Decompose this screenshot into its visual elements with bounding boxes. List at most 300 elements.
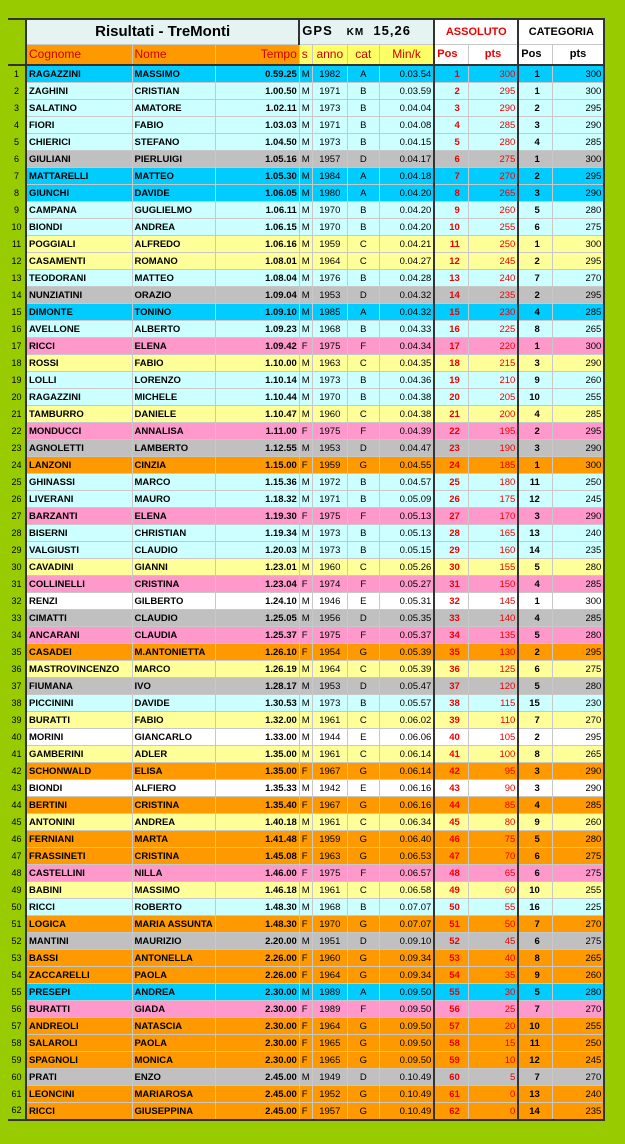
cell-time: 1.48.30 [215, 916, 299, 933]
cell-surname: TAMBURRO [26, 406, 132, 423]
cell-sex: M [299, 1069, 312, 1086]
table-row [8, 1103, 604, 1121]
cell-sex: M [299, 236, 312, 253]
cell-pace: 0.06.06 [379, 729, 434, 746]
cell-sex: F [299, 848, 312, 865]
cell-cat-pts: 300 [552, 338, 604, 355]
table-row [8, 321, 604, 338]
row-number: 40 [8, 729, 26, 746]
table-row [8, 525, 604, 542]
cell-year: 1953 [312, 440, 347, 457]
cell-pace: 0.06.14 [379, 746, 434, 763]
cell-abs-pts: 80 [468, 814, 518, 831]
cell-cat-pts: 295 [552, 644, 604, 661]
cell-sex: F [299, 508, 312, 525]
cell-abs-pts: 10 [468, 1052, 518, 1069]
cell-abs-pos: 60 [434, 1069, 468, 1086]
cell-time: 1.05.30 [215, 168, 299, 185]
cell-sex: M [299, 610, 312, 627]
cell-abs-pts: 60 [468, 882, 518, 899]
cell-surname: LIVERANI [26, 491, 132, 508]
cell-cat-pts: 285 [552, 797, 604, 814]
cell-year: 1961 [312, 882, 347, 899]
cell-cat-pts: 270 [552, 916, 604, 933]
cell-surname: CASADEI [26, 644, 132, 661]
cell-cat-pts: 280 [552, 627, 604, 644]
cell-cat-pts: 260 [552, 967, 604, 984]
row-number: 21 [8, 406, 26, 423]
table-row [8, 797, 604, 814]
cell-time: 1.15.00 [215, 457, 299, 474]
cell-pace: 0.05.57 [379, 695, 434, 712]
cell-time: 1.09.04 [215, 287, 299, 304]
cell-abs-pts: 40 [468, 950, 518, 967]
cell-category: E [347, 780, 379, 797]
cell-sex: M [299, 593, 312, 610]
cell-cat-pos: 11 [518, 1035, 552, 1052]
cell-cat-pos: 7 [518, 270, 552, 287]
cell-category: D [347, 287, 379, 304]
cell-time: 1.19.34 [215, 525, 299, 542]
cell-abs-pos: 46 [434, 831, 468, 848]
cell-category: B [347, 474, 379, 491]
cell-surname: COLLINELLI [26, 576, 132, 593]
cell-cat-pos: 4 [518, 797, 552, 814]
cell-sex: M [299, 65, 312, 83]
cell-cat-pos: 2 [518, 644, 552, 661]
cell-category: B [347, 899, 379, 916]
cell-abs-pts: 300 [468, 65, 518, 83]
cell-sex: F [299, 967, 312, 984]
cell-abs-pts: 125 [468, 661, 518, 678]
cell-name: GUGLIELMO [132, 202, 215, 219]
cell-surname: PRATI [26, 1069, 132, 1086]
cell-surname: PICCININI [26, 695, 132, 712]
cell-name: MASSIMO [132, 65, 215, 83]
row-number: 11 [8, 236, 26, 253]
table-row [8, 117, 604, 134]
cell-category: F [347, 627, 379, 644]
cell-time: 0.59.25 [215, 65, 299, 83]
cell-surname: BASSI [26, 950, 132, 967]
row-number: 24 [8, 457, 26, 474]
cell-time: 1.06.05 [215, 185, 299, 202]
cell-abs-pts: 280 [468, 134, 518, 151]
cell-abs-pos: 11 [434, 236, 468, 253]
cell-surname: BIONDI [26, 219, 132, 236]
cell-cat-pos: 7 [518, 712, 552, 729]
cell-name: MARIAROSA [132, 1086, 215, 1103]
row-number: 46 [8, 831, 26, 848]
table-row [8, 610, 604, 627]
cell-pace: 0.04.34 [379, 338, 434, 355]
cell-time: 2.26.00 [215, 950, 299, 967]
cell-time: 1.08.04 [215, 270, 299, 287]
cell-surname: RICCI [26, 338, 132, 355]
cell-cat-pos: 8 [518, 321, 552, 338]
cell-cat-pts: 270 [552, 270, 604, 287]
cell-surname: BISERNI [26, 525, 132, 542]
table-row [8, 576, 604, 593]
row-number: 30 [8, 559, 26, 576]
cell-pace: 0.04.36 [379, 372, 434, 389]
cell-name: GIUSEPPINA [132, 1103, 215, 1121]
row-number: 42 [8, 763, 26, 780]
cell-year: 1973 [312, 100, 347, 117]
cell-year: 1967 [312, 763, 347, 780]
cell-category: G [347, 1018, 379, 1035]
cell-surname: RICCI [26, 1103, 132, 1121]
cell-year: 1989 [312, 1001, 347, 1018]
cell-category: B [347, 83, 379, 100]
cell-abs-pos: 44 [434, 797, 468, 814]
cell-cat-pos: 9 [518, 967, 552, 984]
cell-time: 1.35.00 [215, 763, 299, 780]
cell-category: A [347, 304, 379, 321]
cell-abs-pos: 54 [434, 967, 468, 984]
cell-year: 1960 [312, 559, 347, 576]
cell-year: 1952 [312, 1086, 347, 1103]
cell-abs-pos: 41 [434, 746, 468, 763]
cell-year: 1982 [312, 65, 347, 83]
cell-abs-pts: 160 [468, 542, 518, 559]
cell-pace: 0.05.13 [379, 525, 434, 542]
cell-category: C [347, 253, 379, 270]
cell-abs-pos: 8 [434, 185, 468, 202]
row-number: 7 [8, 168, 26, 185]
table-row [8, 304, 604, 321]
row-number: 22 [8, 423, 26, 440]
cell-category: B [347, 389, 379, 406]
cell-category: G [347, 1035, 379, 1052]
cell-sex: F [299, 1052, 312, 1069]
cell-cat-pts: 255 [552, 1018, 604, 1035]
row-number: 1 [8, 65, 26, 83]
cell-abs-pos: 7 [434, 168, 468, 185]
cell-name: CHRISTIAN [132, 525, 215, 542]
cell-cat-pos: 3 [518, 508, 552, 525]
cell-cat-pos: 10 [518, 882, 552, 899]
cell-category: E [347, 593, 379, 610]
cell-surname: BERTINI [26, 797, 132, 814]
cell-category: G [347, 644, 379, 661]
row-number: 4 [8, 117, 26, 134]
row-number: 2 [8, 83, 26, 100]
cell-category: F [347, 423, 379, 440]
table-row [8, 882, 604, 899]
cell-time: 1.26.10 [215, 644, 299, 661]
cell-category: C [347, 355, 379, 372]
cell-name: NATASCIA [132, 1018, 215, 1035]
cell-name: ORAZIO [132, 287, 215, 304]
cell-sex: F [299, 1103, 312, 1121]
cell-abs-pos: 20 [434, 389, 468, 406]
cell-cat-pos: 16 [518, 899, 552, 916]
cell-cat-pts: 290 [552, 780, 604, 797]
table-row [8, 814, 604, 831]
cell-sex: M [299, 406, 312, 423]
cell-surname: NUNZIATINI [26, 287, 132, 304]
row-number: 31 [8, 576, 26, 593]
cell-pace: 0.04.20 [379, 202, 434, 219]
table-row [8, 542, 604, 559]
cell-cat-pos: 14 [518, 1103, 552, 1121]
cell-cat-pos: 5 [518, 678, 552, 695]
cell-name: ANDREA [132, 814, 215, 831]
cell-name: CLAUDIA [132, 627, 215, 644]
row-number: 34 [8, 627, 26, 644]
cell-abs-pos: 49 [434, 882, 468, 899]
cell-abs-pos: 12 [434, 253, 468, 270]
cell-cat-pts: 280 [552, 678, 604, 695]
cell-abs-pts: 240 [468, 270, 518, 287]
cell-pace: 0.04.33 [379, 321, 434, 338]
cell-abs-pos: 62 [434, 1103, 468, 1121]
cell-year: 1965 [312, 1052, 347, 1069]
cell-sex: M [299, 780, 312, 797]
table-row [8, 848, 604, 865]
cell-sex: M [299, 355, 312, 372]
cell-year: 1961 [312, 814, 347, 831]
cell-category: F [347, 576, 379, 593]
cell-surname: FIORI [26, 117, 132, 134]
cell-time: 2.30.00 [215, 1035, 299, 1052]
cell-name: CLAUDIO [132, 542, 215, 559]
cell-pace: 0.04.04 [379, 100, 434, 117]
cell-abs-pos: 5 [434, 134, 468, 151]
table-row [8, 389, 604, 406]
cell-time: 1.45.08 [215, 848, 299, 865]
table-row [8, 695, 604, 712]
cell-pace: 0.04.08 [379, 117, 434, 134]
row-number: 47 [8, 848, 26, 865]
cell-cat-pos: 3 [518, 117, 552, 134]
cell-sex: M [299, 321, 312, 338]
cell-abs-pos: 27 [434, 508, 468, 525]
table-row [8, 1069, 604, 1086]
cell-abs-pts: 220 [468, 338, 518, 355]
cell-cat-pts: 265 [552, 321, 604, 338]
cell-year: 1984 [312, 168, 347, 185]
cell-cat-pos: 2 [518, 729, 552, 746]
table-row [8, 236, 604, 253]
cell-year: 1959 [312, 457, 347, 474]
header-abs-pts: pts [468, 45, 518, 66]
cell-name: CINZIA [132, 457, 215, 474]
cell-cat-pts: 290 [552, 185, 604, 202]
cell-cat-pos: 1 [518, 83, 552, 100]
cell-cat-pos: 1 [518, 593, 552, 610]
cell-pace: 0.04.15 [379, 134, 434, 151]
cell-category: A [347, 65, 379, 83]
cell-year: 1963 [312, 355, 347, 372]
cell-abs-pts: 150 [468, 576, 518, 593]
cell-name: GIADA [132, 1001, 215, 1018]
cell-category: G [347, 950, 379, 967]
table-row [8, 729, 604, 746]
cell-cat-pos: 13 [518, 525, 552, 542]
cell-year: 1975 [312, 865, 347, 882]
cell-pace: 0.06.58 [379, 882, 434, 899]
cell-abs-pos: 21 [434, 406, 468, 423]
cell-year: 1980 [312, 185, 347, 202]
cell-cat-pos: 2 [518, 287, 552, 304]
cell-category: A [347, 168, 379, 185]
cell-abs-pts: 15 [468, 1035, 518, 1052]
row-number: 61 [8, 1086, 26, 1103]
cell-pace: 0.06.40 [379, 831, 434, 848]
cell-name: ROMANO [132, 253, 215, 270]
cell-sex: M [299, 695, 312, 712]
table-row [8, 219, 604, 236]
cell-time: 2.26.00 [215, 967, 299, 984]
cell-pace: 0.06.02 [379, 712, 434, 729]
cell-surname: ZAGHINI [26, 83, 132, 100]
absolute-label: ASSOLUTO [434, 19, 518, 45]
cell-sex: M [299, 882, 312, 899]
cell-cat-pts: 295 [552, 253, 604, 270]
cell-abs-pts: 200 [468, 406, 518, 423]
cell-cat-pts: 275 [552, 848, 604, 865]
cell-pace: 0.06.34 [379, 814, 434, 831]
cell-category: G [347, 763, 379, 780]
cell-name: ADLER [132, 746, 215, 763]
cell-name: MARTA [132, 831, 215, 848]
cell-abs-pos: 6 [434, 151, 468, 168]
cell-abs-pts: 225 [468, 321, 518, 338]
row-number: 3 [8, 100, 26, 117]
table-row [8, 423, 604, 440]
cell-surname: LANZONI [26, 457, 132, 474]
cell-name: FABIO [132, 712, 215, 729]
cell-surname: TEODORANI [26, 270, 132, 287]
cell-cat-pts: 290 [552, 117, 604, 134]
row-number: 35 [8, 644, 26, 661]
header-pace: Min/k [379, 45, 434, 66]
cell-year: 1964 [312, 661, 347, 678]
table-row [8, 678, 604, 695]
table-row [8, 1001, 604, 1018]
row-number: 52 [8, 933, 26, 950]
table-row [8, 746, 604, 763]
cell-pace: 0.05.35 [379, 610, 434, 627]
cell-abs-pos: 34 [434, 627, 468, 644]
cell-abs-pts: 205 [468, 389, 518, 406]
cell-sex: F [299, 576, 312, 593]
cell-cat-pts: 265 [552, 950, 604, 967]
cell-name: ANNALISA [132, 423, 215, 440]
cell-category: B [347, 695, 379, 712]
cell-year: 1968 [312, 321, 347, 338]
cell-surname: CHIERICI [26, 134, 132, 151]
cell-surname: RAGAZZINI [26, 65, 132, 83]
cell-cat-pts: 245 [552, 491, 604, 508]
cell-abs-pos: 61 [434, 1086, 468, 1103]
cell-name: DAVIDE [132, 185, 215, 202]
cell-name: M.ANTONIETTA [132, 644, 215, 661]
cell-name: GIANCARLO [132, 729, 215, 746]
row-number: 26 [8, 491, 26, 508]
cell-cat-pts: 275 [552, 865, 604, 882]
cell-abs-pos: 16 [434, 321, 468, 338]
cell-cat-pos: 3 [518, 780, 552, 797]
row-number: 6 [8, 151, 26, 168]
table-row [8, 151, 604, 168]
cell-surname: AVELLONE [26, 321, 132, 338]
cell-sex: M [299, 440, 312, 457]
cell-abs-pts: 195 [468, 423, 518, 440]
cell-cat-pos: 15 [518, 695, 552, 712]
cell-category: G [347, 1086, 379, 1103]
cell-time: 1.09.23 [215, 321, 299, 338]
table-row [8, 100, 604, 117]
cell-year: 1960 [312, 950, 347, 967]
cell-cat-pts: 240 [552, 1086, 604, 1103]
cell-year: 1971 [312, 491, 347, 508]
km-value: 15,26 [373, 23, 411, 38]
cell-sex: M [299, 219, 312, 236]
cell-sex: F [299, 644, 312, 661]
cell-surname: LOGICA [26, 916, 132, 933]
row-number: 51 [8, 916, 26, 933]
cell-cat-pos: 9 [518, 372, 552, 389]
cell-name: PAOLA [132, 967, 215, 984]
cell-category: B [347, 491, 379, 508]
cell-sex: M [299, 661, 312, 678]
cell-name: DANIELE [132, 406, 215, 423]
cell-abs-pos: 50 [434, 899, 468, 916]
cell-category: C [347, 661, 379, 678]
cell-abs-pos: 31 [434, 576, 468, 593]
cell-cat-pts: 275 [552, 219, 604, 236]
header-row [8, 45, 604, 66]
cell-cat-pts: 255 [552, 882, 604, 899]
cell-cat-pos: 7 [518, 916, 552, 933]
cell-cat-pos: 7 [518, 1001, 552, 1018]
table-row [8, 967, 604, 984]
cell-abs-pos: 13 [434, 270, 468, 287]
cell-category: C [347, 406, 379, 423]
cell-time: 1.25.37 [215, 627, 299, 644]
row-number: 57 [8, 1018, 26, 1035]
cell-cat-pts: 300 [552, 457, 604, 474]
cell-cat-pos: 14 [518, 542, 552, 559]
cell-pace: 0.04.35 [379, 355, 434, 372]
cell-year: 1957 [312, 151, 347, 168]
cell-pace: 0.10.49 [379, 1103, 434, 1121]
cell-cat-pos: 4 [518, 304, 552, 321]
cell-category: D [347, 610, 379, 627]
cell-time: 1.03.03 [215, 117, 299, 134]
cell-cat-pts: 300 [552, 83, 604, 100]
cell-cat-pts: 250 [552, 474, 604, 491]
cell-surname: BURATTI [26, 712, 132, 729]
cell-year: 1970 [312, 916, 347, 933]
cell-name: ALFIERO [132, 780, 215, 797]
row-number: 45 [8, 814, 26, 831]
cell-surname: VALGIUSTI [26, 542, 132, 559]
cell-time: 1.05.16 [215, 151, 299, 168]
cell-name: TONINO [132, 304, 215, 321]
cell-surname: GIULIANI [26, 151, 132, 168]
row-number: 36 [8, 661, 26, 678]
table-row [8, 168, 604, 185]
cell-year: 1971 [312, 83, 347, 100]
table-row [8, 559, 604, 576]
cell-time: 2.30.00 [215, 1052, 299, 1069]
cell-sex: F [299, 1035, 312, 1052]
row-number: 18 [8, 355, 26, 372]
